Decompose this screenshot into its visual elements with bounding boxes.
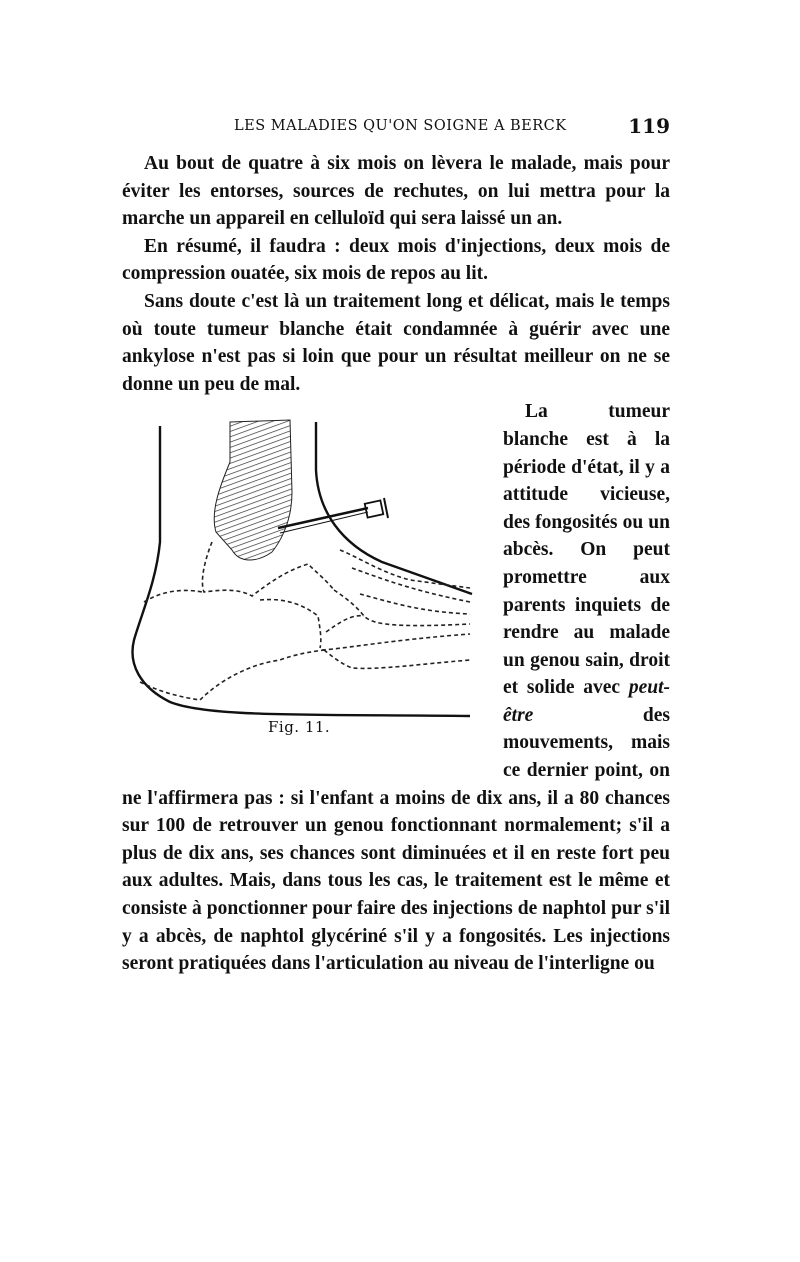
italic-word: peut-être xyxy=(503,677,670,726)
figure-caption: Fig. 11. xyxy=(268,718,331,737)
foot-bones xyxy=(140,542,470,700)
paragraph-text: La tumeur blanche est à la période d'état, il y a attitude vicieuse, des fongosités ou un abcès. On peut promettre aux parents inquiets de rendre au malade un genou sain, droit et solide avec xyxy=(503,401,670,699)
leg-outline xyxy=(133,426,471,716)
leg-outline-front xyxy=(316,422,472,594)
injection-syringe xyxy=(278,498,388,533)
paragraph: En résumé, il faudra : deux mois d'injections, deux mois de compression ouatée, six mois de repos au lit. xyxy=(122,235,670,285)
figure-ankle-injection xyxy=(120,402,495,777)
paragraph-text: des mouvements, mais ce dernier point, on ne l'affirmera pas : si l'enfant a moins de dix ans, il a 80 chances sur 100 de retrouver un genou fonctionnant normalement; s'il a plus de dix ans, ses chances sont diminuées et il en reste fort peu aux adultes. Mais, dans tous les cas, le traitement est le même et consiste à ponctionner pour faire des injections de naphtol pur s'il y a abcès, de naphtol glycériné s'il y a fongosités. Les injections seront pratiquées dans l'articulation au niveau de l'interligne ou xyxy=(122,704,670,975)
tibia-bone xyxy=(214,420,292,560)
paragraph: Sans doute c'est là un traitement long et délicat, mais le temps où toute tumeur blanche était condamnée à guérir avec une ankylose n'est pas si loin que pour un résultat meilleur on ne se donne un peu de mal. xyxy=(122,290,670,395)
body-text xyxy=(122,150,670,978)
running-header xyxy=(122,114,670,140)
running-title: LES MALADIES QU'ON SOIGNE A BERCK xyxy=(234,118,567,134)
paragraph: Au bout de quatre à six mois on lèvera le malade, mais pour éviter les entorses, sources de rechutes, on lui mettra pour la marche un appareil en celluloïd qui sera laissé un an. xyxy=(122,153,670,230)
page-number: 119 xyxy=(628,114,670,138)
